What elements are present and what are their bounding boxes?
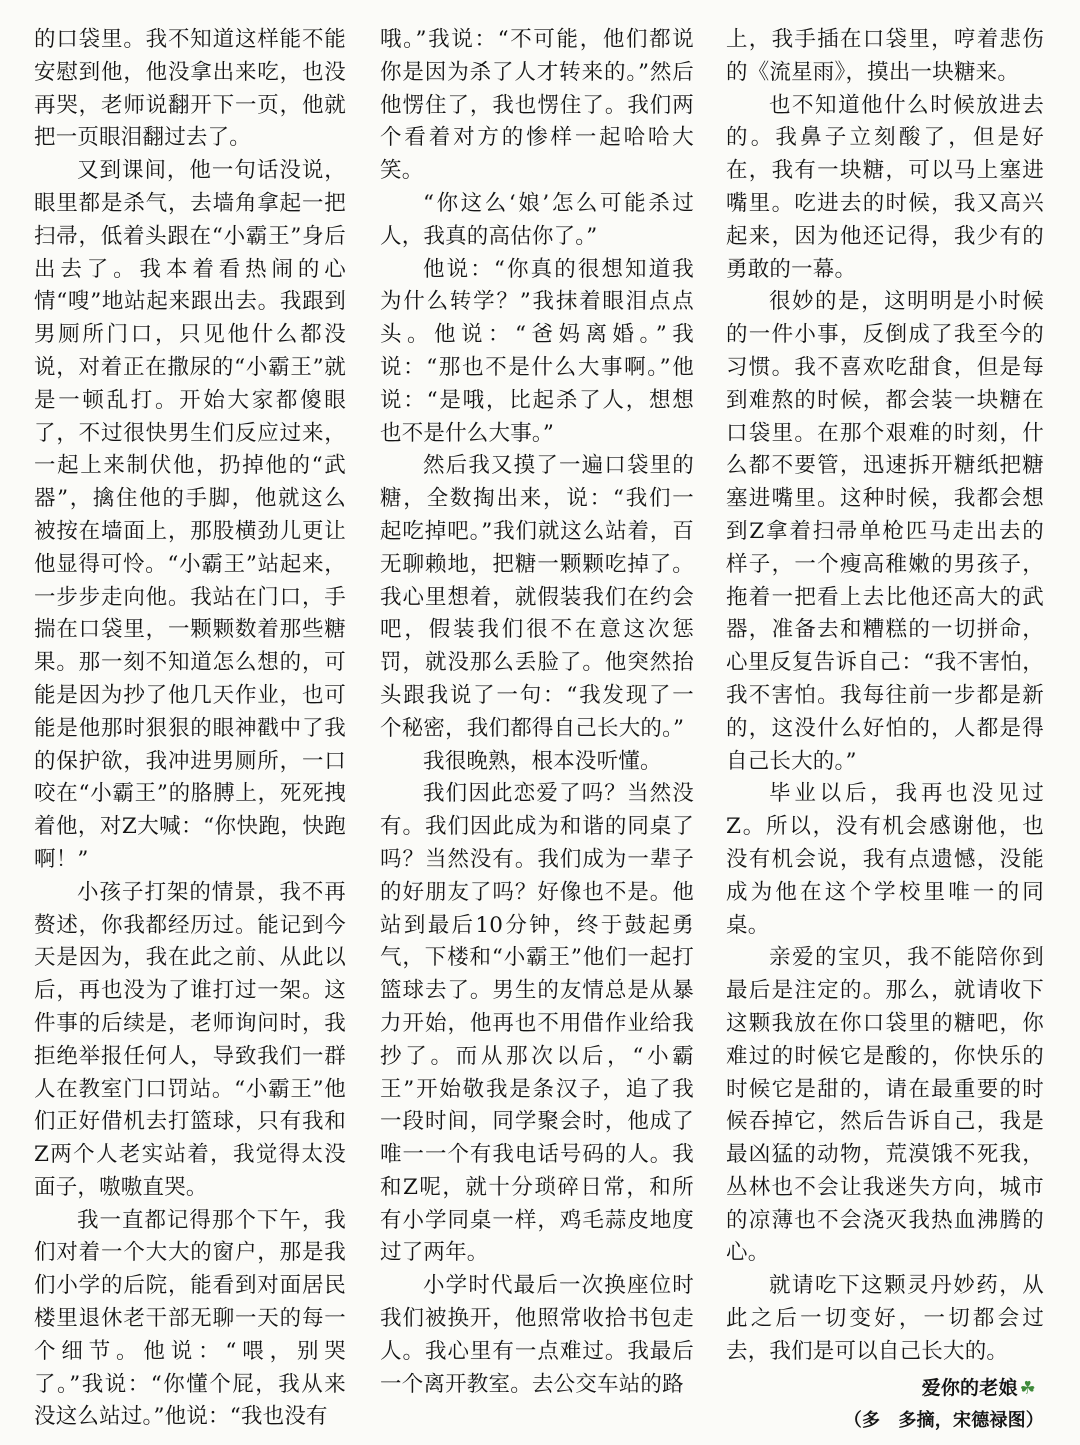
paragraph: 又到课间，他一句话没说，眼里都是杀气，去墙角拿起一把扫帚，低着头跟在“小霸王”身后出去了。我本着看热闹的心情“嗖”地站起来跟出去。我跟到男厕所门口，只见他什么都没说，对着正在撒尿的“小霸王”就是一顿乱打。开始大家都傻眼了，不过很快男生们反应过来，一起上来制伏他，扔掉他的“武器”，擒住他的手脚，他就这么被按在墙面上，那股横劲儿更让他显得可怜。“小霸王”站起来，一步步走向他。我站在门口，手揣在口袋里，一颗颗数着那些糖果。那一刻不知道怎么想的，可能是因为抄了他几天作业，也可能是他那时狠狠的眼神戳中了我的保护欲，我冲进男厕所，一口咬在“小霸王”的胳膊上，死死拽着他，对Z大喊：“你快跑，快跑啊！” — [34, 158, 346, 872]
paragraph: 就请吃下这颗灵丹妙药，从此之后一切变好，一切都会过去，我们是可以自己长大的。 — [726, 1273, 1044, 1364]
paragraph: 的口袋里。我不知道这样能不能安慰到他，他没拿出来吃，也没再哭，老师说翻开下一页，他就把一页眼泪翻过去了。 — [34, 27, 346, 151]
text-column-1 — [34, 24, 346, 1436]
paragraph: 我很晚熟，根本没听懂。 — [423, 748, 662, 774]
text-column-3 — [726, 24, 1044, 1436]
paragraph: 上，我手插在口袋里，哼着悲伤的《流星雨》，摸出一块糖来。 — [726, 27, 1044, 85]
paragraph: 小孩子打架的情景，我不再赘述，你我都经历过。能记到今天是因为，我在此之前、从此以后，再也没为了谁打过一架。这件事的后续是，老师询问时，我拒绝举报任何人，导致我们一群人在教室门口罚站。“小霸王”他们正好借机去打篮球，只有我和Z两个人老实站着，我觉得太没面子，嗷嗷直哭。 — [34, 879, 346, 1200]
signature — [726, 1373, 1044, 1404]
paragraph: 小学时代最后一次换座位时我们被换开，他照常收拾书包走人。我心里有一点难过。我最后一个离开教室。去公交车站的路 — [380, 1273, 694, 1397]
paragraph: 我们因此恋爱了吗？当然没有。我们因此成为和谐的同桌了吗？当然没有。我们成为一辈子的好朋友了吗？好像也不是。他站到最后10分钟，终于鼓起勇气，下楼和“小霸王”他们一起打篮球去了。男生的友情总是从暴力开始，他再也不用借作业给我抄了。而从那次以后，“小霸王”开始敬我是条汉子，追了我一段时间，同学聚会时，他成了唯一一个有我电话号码的人。我和Z呢，就十分琐碎日常，和所有小学同桌一样，鸡毛蒜皮地度过了两年。 — [380, 781, 694, 1266]
signature-text: 爱你的老娘 — [921, 1376, 1018, 1399]
paragraph: 亲爱的宝贝，我不能陪你到最后是注定的。那么，就请收下这颗我放在你口袋里的糖吧，你难过的时候它是酸的，你快乐的时候它是甜的，请在最重要的时候吞掉它，然后告诉自己，我是最凶猛的动物，荒漠饿不死我，丛林也不会让我迷失方向，城市的凉薄也不会浇灭我热血沸腾的心。 — [726, 945, 1044, 1266]
paragraph: 很妙的是，这明明是小时候的一件小事，反倒成了我至今的习惯。我不喜欢吃甜食，但是每到难熬的时候，都会装一块糖在口袋里。在那个艰难的时刻，什么都不要管，迅速拆开糖纸把糖塞进嘴里。这种时候，我都会想到Z拿着扫帚单枪匹马走出去的样子，一个瘦高稚嫩的男孩子，拖着一把看上去比他还高大的武器，准备去和糟糕的一切拼命，心里反复告诉自己：“我不害怕，我不害怕。我每往前一步都是新的，这没什么好怕的，人都是得自己长大的。” — [726, 289, 1044, 774]
text-column-2 — [380, 24, 694, 1436]
paragraph: 我一直都记得那个下午，我们对着一个大大的窗户，那是我们小学的后院，能看到对面居民楼里退休老干部无聊一天的每一个细节。他说：“喂，别哭了。”我说：“你懂个屁，我从来没这么站过。”他说：“我也没有 — [34, 1207, 346, 1430]
paragraph: 毕业以后，我再也没见过Z。所以，没有机会感谢他，也没有机会说，我有点遗憾，没能成为他在这个学校里唯一的同桌。 — [726, 781, 1044, 938]
paragraph: 也不知道他什么时候放进去的。我鼻子立刻酸了，但是好在，我有一块糖，可以马上塞进嘴里。吃进去的时候，我又高兴起来，因为他还记得，我少有的勇敢的一幕。 — [726, 92, 1044, 282]
clover-icon: ☘ — [1019, 1377, 1036, 1399]
paragraph: 他说：“你真的很想知道我为什么转学？”我抹着眼泪点点头。他说：“爸妈离婚。”我说：“那也不是什么大事啊。”他说：“是哦，比起杀了人，想想也不是什么大事。” — [380, 256, 694, 446]
paragraph: 哦。”我说：“不可能，他们都说你是因为杀了人才转来的。”然后他愣住了，我也愣住了。我们两个看着对方的惨样一起哈哈大笑。 — [380, 27, 694, 184]
paragraph: 然后我又摸了一遍口袋里的糖，全数掏出来，说：“我们一起吃掉吧。”我们就这么站着，百无聊赖地，把糖一颗颗吃掉了。我心里想着，就假装我们在约会吧，假装我们很不在意这次惩罚，就没那么丢脸了。他突然抬头跟我说了一句：“我发现了一个秘密，我们都得自己长大的。” — [380, 453, 694, 741]
paragraph: “你这么‘娘’怎么可能杀过人，我真的高估你了。” — [380, 190, 694, 249]
source-credit: （多 多摘，宋德禄图） — [843, 1409, 1044, 1431]
